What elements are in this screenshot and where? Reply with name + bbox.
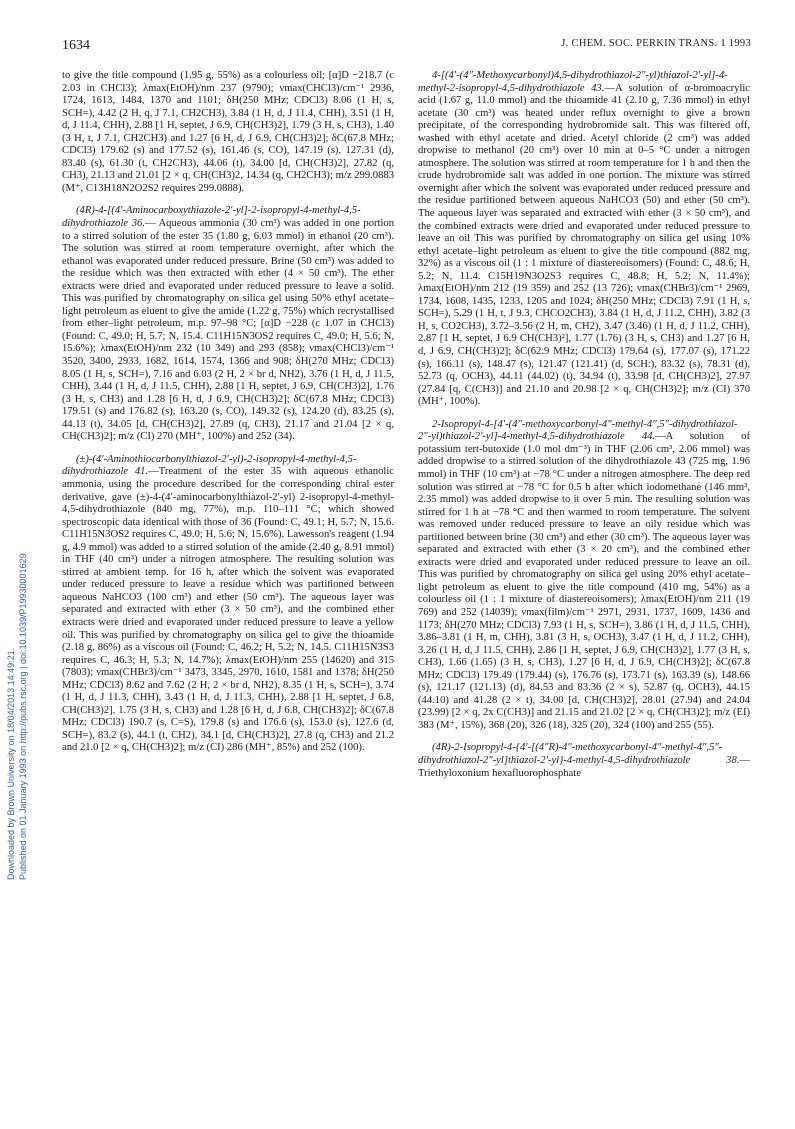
paragraph-text: —A solution of potassium tert-butoxide (1.0 mol dm⁻³) in THF (2.06 cm³, 2.06 mmol) was added dropwise to a stirred solution of the dihydrothiazole 43 (725 mg, 1.96 mmol) in THF (10 cm³) at −78 °C under a nitrogen atmosphere. The deep red solution was stirred at −78 °C for 0.5 h after which iodomethane (146 mm³, 2.35 mmol) was added dropwise to it over 5 min. The resulting solution was stirred for 1 h at −78 °C and then warmed to room temperature. The solvent was removed under reduced pressure to leave an oily residue which was partitioned between brine (30 cm³) and ether (30 cm³). The aqueous layer was separated and extracted with ether (3 × 20 cm³), and the combined ether extracts were dried and evaporated under reduced pressure to leave an oil. This was purified by chromatography on silica gel using 20% ethyl acetate–light petroleum as eluent to give the title compound (410 mg, 54%) as a colourless oil (1 : 1 mixture of diastereoisomers); λmax(EtOH)/nm 211 (19 769) and 252 (14039); νmax(film)/cm⁻¹ 2971, 2931, 1737, 1609, 1436 and 1173; δH(270 MHz; CDCl3) 7.93 (1 H, s, SCH=), 3.86 (1 H, d, J 11.5, CHH), 3.86–3.81 (1 H, m, CHH), 3.81 (3 H, s, OCH3), 3.47 (1 H, d, J 11.2, CHH), 3.26 (1 H, d, J 11.5, CHH), 2.86 [1 H, septet, J 6.9, CH(CH3)2], 1.77 (3 H, s, CH3), 1.66 (1.65) (3 H, s, CH3), 1.27 [6 H, d, J 6.9, CH(CH3)2]; δC(67.8 MHz; CDCl3) 179.49 (179.44) (s), 176.76 (s), 173.71 (s), 163.39 (s), 148.66 (s), 121.17 (121.13) (d), 84.53 and 83.36 (2 × s), 52.87 (q, OCH3), 44.15 (44.10) and 41.28 (2 × t), 34.00 [d, CH(CH3)2], 28.01 (27.94) and 24.04 (23.99) [2 × q, 2x C(CH3)] and 21.15 and 21.02 [2 × q, CH(CH3)2]; m/z (EI) 383 (M⁺, 15%), 368 (20), 326 (18), 325 (20), 324 (100) and 255 (55). bbox=[418, 431, 750, 731]
page-number: 1634 bbox=[62, 38, 90, 53]
left-column bbox=[62, 70, 394, 761]
compound-title: (4R)-4-[(4′-Aminocarboxythiazole-2′-yl]-2-isopropyl-4-methyl-4,5-dihydrothiazole 36. bbox=[62, 205, 361, 230]
paragraph-compound-43 bbox=[418, 70, 750, 409]
compound-title: 4-[(4′-(4″-Methoxycarbonyl)4,5-dihydrothiazol-2″-yl)thiazol-2′-yl]-4-methyl-2-isopropyl-4,5-dihydrothiazole 43. bbox=[418, 70, 728, 94]
paragraph-compound-38 bbox=[418, 742, 750, 780]
paragraph-compound-36 bbox=[62, 205, 394, 443]
paragraph-compound-41 bbox=[62, 454, 394, 755]
paragraph-compound-44 bbox=[418, 419, 750, 733]
watermark-download-line[interactable]: Downloaded by Brown University on 18/04/2013 14:49:21. bbox=[6, 647, 16, 880]
paragraph-text: —A solution of α-bromoacrylic acid (1.67 g, 11.0 mmol) and the thioamide 41 (2.10 g, 7.36 mmol) in ethyl acetate (30 cm³) was heated under reflux overnight to give a brown precipitate, of the corresponding hydrobromide salt. This was filtered off, washed with ethyl acetate and dried. Acetyl chloride (2 cm³) was added dropwise to methanol (20 cm³) over 10 min at 0–5 °C under a nitrogen atmosphere. The solution was stirred at room temperature for 1 h and then the crude hydrobromide salt was added in one portion. The mixture was stirred overnight after which the solvent was evaporated under reduced pressure and the residue partitioned between aqueous NaHCO3 (50) and ether (50 cm³). The aqueous layer was separated and extracted with ether (3 × 50 cm³), and the combined extracts were dried and evaporated under reduced pressure to leave an oil This was purified by chromatography on silica gel using 10% ethyl acetate–light petroleum as eluent to give the title compound (882 mg, 32%) as a viscous oil (1 : 1 mixture of diastereoisomers) (Found: C, 48.6; H, 5.2; N, 11.4. C15H19N3O2S3 requires C, 48.8; H, 5.2; N, 11.4%); λmax(EtOH)/nm 212 (19 359) and 252 (13 726); νmax(CHBr3)/cm⁻¹ 2969, 1734, 1608, 1435, 1233, 1205 and 1024; δH(250 MHz; CDCl3) 7.91 (1 H, s, SCH=), 5.29 (1 H, t, J 9.3, CHCO2CH3), 3.84 (1 H, d, J 11.2, CHH), 3.82 (3 H, s, CO2CH3), 3.72–3.56 (2 H, m, CH2), 3.47 (3.46) (1 H, d, J 11.2, CHH), 2.87 [1 H, septet, J 6.9 CH(CH3)²], 1.77 (1.76) (3 H, s, CH3) and 1.27 [6 H, d, J 6.9, CH(CH3)2]; δC(62.9 MHz; CDCl3) 179.64 (s), 177.07 (s), 171.22 (s), 166.11 (s), 148.47 (s), 121.47 (121.41) (d, SCH:), 83.32 (s), 78.31 (d), 52.73 (q, OCH3), 44.11 (44.02) (t), 34.94 (t), 33.98 [d, CH(CH3)2], 27.97 (27.84 [q, C(CH3)] and 21.10 and 20.98 [2 × q, CH(CH3)2]; m/z (CI) 370 (MH⁺, 100%). bbox=[418, 82, 751, 408]
compound-title: (4R)-2-Isopropyl-4-{4′-[(4″R)-4″-methoxycarbonyl-4″-methyl-4″,5″-dihydrothiazol-2″-yl]thiazol-2′-yl}-4-methyl-4,5-dihydrothiazole 38. bbox=[418, 742, 740, 766]
watermark-published-line[interactable]: Published on 01 January 1993 on http://pubs.rsc.org | doi:10.1039/P19930001629 bbox=[18, 553, 28, 880]
running-header bbox=[62, 38, 751, 58]
paragraph-text: to give the title compound (1.95 g, 55%) as a colourless oil; [α]D −218.7 (c 2.03 in CHCl3); λmax(EtOH)/nm 237 (9790); νmax(CHCl3)/cm⁻¹ 2936, 1724, 1613, 1484, 1370 and 1101; δH(250 MHz; CDCl3) 8.06 (1 H, s, SCH=), 4.42 (2 H, q, J 7.1, CH2CH3), 3.84 (1 H, d, J 11.4, CHH), 3.51 (1 H, d, J 11.4, CHH), 2.88 [1 H, septet, J 6.9, CH(CH3)2], 1.79 (3 H, s, CH3), 1.40 (3 H, t, J 7.1, CH2CH3) and 1.27 [6 H, d, J 6.9, CH(CH3)2]; δC(67.8 MHz; CDCl3) 179.62 (s) and 177.52 (s), 161.46 (s, CO), 147.19 (s), 127.31 (d), 83.40 (s), 61.30 (t, CH2CH3), 44.06 (t), 34.00 [d, CH(CH3)2], 27.82 (q, CH3), 21.13 and 21.01 [2 × q, CH(CH3)2, 14.34 (q, CH2CH3); m/z 299.0883 (M⁺, C13H18N2O2S2 requires 299.0888). bbox=[62, 70, 394, 194]
compound-title: 2-Isopropyl-4-[4′-(4″-methoxycarbonyl-4″-methyl-4″,5″-dihydrothiazol-2″-yl)thiazol-2′-yl]-4-methyl-4,5-dihydrothiazole 44. bbox=[418, 418, 738, 443]
download-watermark bbox=[4, 240, 34, 880]
paragraph-text: — Aqueous ammonia (30 cm³) was added in one portion to a stirred solution of the ester 35 (1.80 g, 6.03 mmol) in ethanol (20 cm³). The solution was stirred at room temperature overnight, after which the ethanol was evaporated under reduced pressure. Brine (50 cm³) was added to the residue which was then extracted with ether (4 × 50 cm³). The ether extracts were dried and evaporated under reduced pressure to leave a solid. This was purified by chromatography on silica gel using 50% ethyl acetate–light petroleum as eluent to give the amide (1.22 g, 75%) which recrystallised from ether–light petroleum, m.p. 97–98 °C; [α]D −228 (c 1.07 in CHCl3) (Found: C, 49.0; H, 5.7; N, 15.4. C11H15N3OS2 requires C, 49.0; H, 5.6; N, 15.6%); λmax(EtOH)/nm 232 (10 349) and 293 (858); νmax(CHCl3)/cm⁻¹ 3520, 3400, 2933, 1682, 1614, 1574, 1366 and 908; δH(270 MHz; CDCl3) 8.05 (1 H, s, SCH=), 7.16 and 6.03 (2 H, 2 × br d, NH2), 3.76 (1 H, d, J 11.5, CHH), 3.44 (1 H, d, J 11.5, CHH), 2.88 [1 H, septet, J 6.9, CH(CH3)2], 1.76 (3 H, s, CH3) and 1.28 [6 H, d, J 6.9, CH(CH3)2]; δC(67.8 MHz; CDCl3) 179.51 (s) and 176.82 (s), 163.20 (s, CO), 149.32 (s), 124.20 (d), 83.25 (s), 44.13 (t), 34.05 [d, CH(CH3)2], 27.89 (q, CH3), 21.17 and 21.04 [2 × q, CH(CH3)2]; m/z (CI) 270 (MH⁺, 100%) and 252 (34). bbox=[62, 218, 394, 443]
paragraph-text: —Treatment of the ester 35 with aqueous ethanolic ammonia, using the procedure described for the corresponding chiral ester derivative, gave (±)-4-(4′-aminocarbonylthiazol-2′-yl) 2-isopropyl-4-methyl-4,5-dihydrothiazole (840 mg, 77%), m.p. 110–111 °C; which showed spectroscopic data identical with those of 36 (Found: C, 49.1; H, 5.7; N, 15.6. C11H15N3OS2 requires C, 49.0; H, 5.6; N, 15.6%). Lawesson's reagent (1.94 g, 4.9 mmol) was added to a stirred solution of the amide (2.40 g, 8.91 mmol) in THF (40 cm³) under a nitrogen atmosphere. The resulting solution was stirred at ambient temp. for 16 h, after which the solvent was evaporated under reduced pressure to leave a residue which was partitioned between aqueous NaHCO3 (100 cm³) and ether (50 cm³). The aqueous layer was separated and extracted with ether (3 × 50 cm³), and the combined ether extracts were dried and evaporated under reduced pressure to leave a yellow oil. This was purified by chromatography on silica gel to give the thioamide (2.18 g, 86%) as a viscous oil (Found: C, 46.2; H, 5.2; N, 14.5. C11H15N3S3 requires C, 46.3; H, 5.3; N, 14.7%); λmax(EtOH)/nm 255 (14620) and 315 (7803); νmax(CHBr3)/cm⁻¹ 3473, 3345, 2970, 1610, 1581 and 1378; δH(250 MHz; CDCl3) 8.62 and 7.62 (2 H, 2 × br d, NH2), 8.35 (1 H, s, SCH=), 3.74 (1 H, d, J 11.3, CHH), 3.43 (1 H, d, J 11.3, CHH), 2.88 [1 H, septet, J 6.8, CH(CH3)2], 1.75 (3 H, s, CH3) and 1.28 [6 H, d, J 6.8, CH(CH3)2]; δC(67.8 MHz; CDCl3) 190.7 (s, C=S), 179.8 (s) and 176.6 (s), 153.0 (s), 127.6 (d, SCH=), 83.2 (s), 44.1 (t, CH2), 34.1 [d, CH(CH3)2], 27.8 (q, CH3) and 21.2 and 21.0 [2 × q, CH(CH3)2]; m/z (CI) 286 (MH⁺, 85%) and 252 (100). bbox=[62, 466, 394, 754]
journal-name: J. CHEM. SOC. PERKIN TRANS. 1 1993 bbox=[561, 38, 751, 49]
paragraph-text: —Triethyloxonium hexafluorophosphate bbox=[418, 754, 750, 779]
right-column bbox=[418, 70, 750, 786]
paragraph-title-compound-data bbox=[62, 70, 394, 195]
compound-title: (±)-(4′-Aminothiocarbonylthiazol-2′-yl)-2-isopropyl-4-methyl-4,5-dihydrothiazole 41. bbox=[62, 453, 357, 478]
